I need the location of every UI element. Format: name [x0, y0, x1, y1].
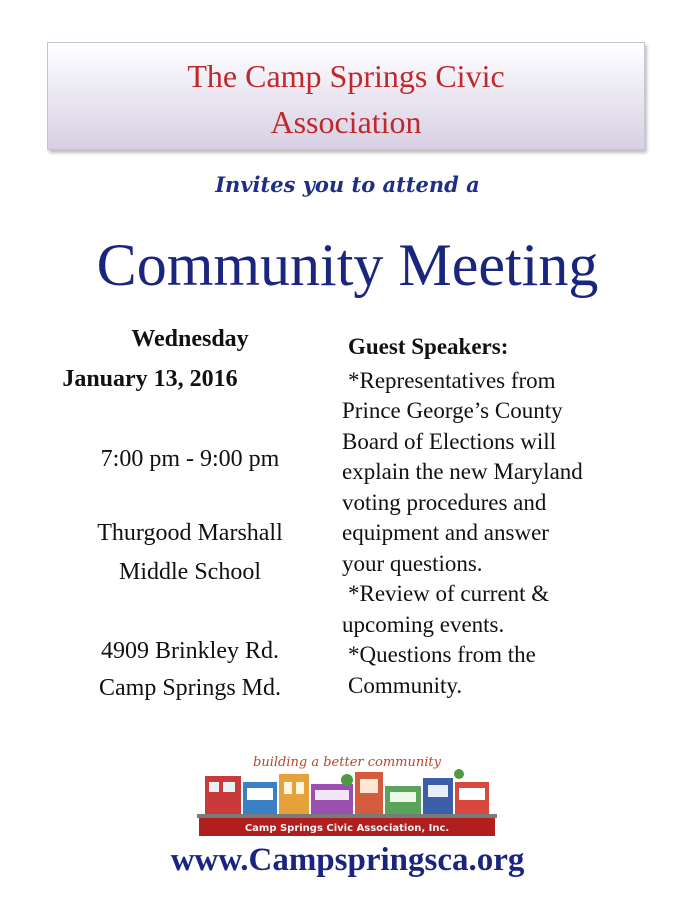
speakers-line: upcoming events. [342, 611, 505, 637]
venue-line2: Middle School [119, 559, 261, 585]
speakers-line: *Questions from the [348, 642, 536, 667]
banner-title-line2: Association [270, 104, 422, 140]
headline: Community Meeting [96, 232, 599, 298]
speakers-line: Prince George’s County [342, 398, 563, 423]
banner-title-line1: The Camp Springs Civic [187, 58, 505, 94]
speakers-line: *Review of current & [348, 581, 550, 606]
guest-speakers [342, 332, 682, 701]
event-day: Wednesday [131, 326, 249, 352]
title-banner [47, 42, 645, 150]
association-logo [197, 752, 497, 836]
logo-caption: Camp Springs Civic Association, Inc. [244, 823, 450, 834]
speakers-line: Community. [348, 672, 463, 698]
address-line1: 4909 Brinkley Rd. [101, 638, 279, 664]
speakers-line: voting procedures and [342, 489, 547, 515]
event-time: 7:00 pm - 9:00 pm [100, 446, 280, 472]
invite-text: Invites you to attend a [215, 172, 480, 197]
speakers-heading: Guest Speakers: [348, 334, 509, 359]
speakers-line: *Representatives from [348, 367, 556, 393]
address-line2: Camp Springs Md. [98, 675, 281, 701]
speakers-line: your questions. [342, 550, 483, 576]
speakers-line: equipment and answer [342, 520, 549, 545]
website-link[interactable]: www.Campspringsca.org [170, 842, 525, 878]
speakers-line: Board of Elections will [342, 428, 556, 454]
venue-line1: Thurgood Marshall [97, 520, 283, 546]
logo-tagline: building a better community [253, 755, 441, 770]
event-date: January 13, 2016 [62, 366, 238, 392]
speakers-line: explain the new Maryland [342, 459, 583, 484]
